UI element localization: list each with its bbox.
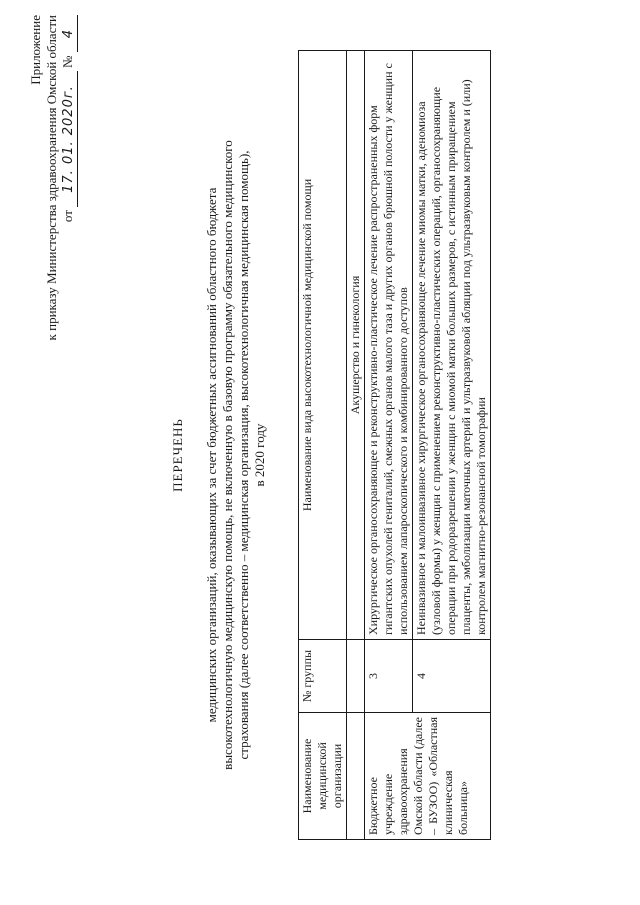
care-type-name: Неинвазивное и малоинвазивное хирургическое органосохраняющее лечение миомы матки, аденомиоза (узловой формы) у женщин с применением реконструктивно-пластических операций, органосохраняющие операции при родоразрешении у женщин с миомой матки больших размеров, с истинным приращением плаценты, эмболизации маточных артерий и ультразвуковой абляции под ультразвуковым контролем и (или) контролем магнитно-резонансной томографии xyxy=(413,51,491,640)
organizations-table xyxy=(298,50,491,840)
appendix-label: Приложение xyxy=(28,15,43,85)
document-title: ПЕРЕЧЕНЬ xyxy=(170,418,185,492)
heading-line-4: в 2020 году xyxy=(252,423,267,487)
heading-line-1: медицинских организаций, оказывающих за счет бюджетных ассигнований областного бюджета xyxy=(204,187,219,723)
handwritten-number: 4 xyxy=(61,15,78,52)
group-number: 3 xyxy=(365,640,413,713)
group-number: 4 xyxy=(413,640,491,713)
section-row xyxy=(347,51,365,840)
document-heading xyxy=(170,65,268,845)
header-org: Наименование медицинской организации xyxy=(299,713,347,840)
from-label: от xyxy=(60,210,75,223)
header-group: № группы xyxy=(299,640,347,713)
appendix-block xyxy=(28,15,78,455)
organization-name: Бюджетное учреждение здравоохранения Омской области (далее – БУЗОО) «Областная клиническая больница» xyxy=(365,713,491,840)
number-label: № xyxy=(60,55,75,68)
section-group-spacer xyxy=(347,640,365,713)
header-care-type: Наименование вида высокотехнологичной медицинской помощи xyxy=(299,51,347,640)
table-row xyxy=(365,51,413,840)
table-header-row xyxy=(299,51,347,840)
section-title: Акушерство и гинекология xyxy=(347,51,365,640)
order-date-number xyxy=(60,15,78,455)
heading-line-2: высокотехнологичную медицинскую помощь, не включенную в базовую программу обязательного медицинского xyxy=(220,140,235,770)
order-reference: к приказу Министерства здравоохранения Омской области xyxy=(44,15,59,341)
handwritten-date: 17. 01. 2020г. xyxy=(61,71,78,207)
care-type-name: Хирургическое органосохраняющее и реконструктивно-пластическое лечение распространенных форм гигантских опухолей гениталий, смежных органов малого таза и других органов брюшной полости у женщин с использованием лапароскопического и комбинированного доступов xyxy=(365,51,413,640)
section-org-spacer xyxy=(347,713,365,840)
heading-line-3: страхования (далее соответственно – медицинская организация, высокотехнологичная медицинская помощь), xyxy=(236,150,251,760)
